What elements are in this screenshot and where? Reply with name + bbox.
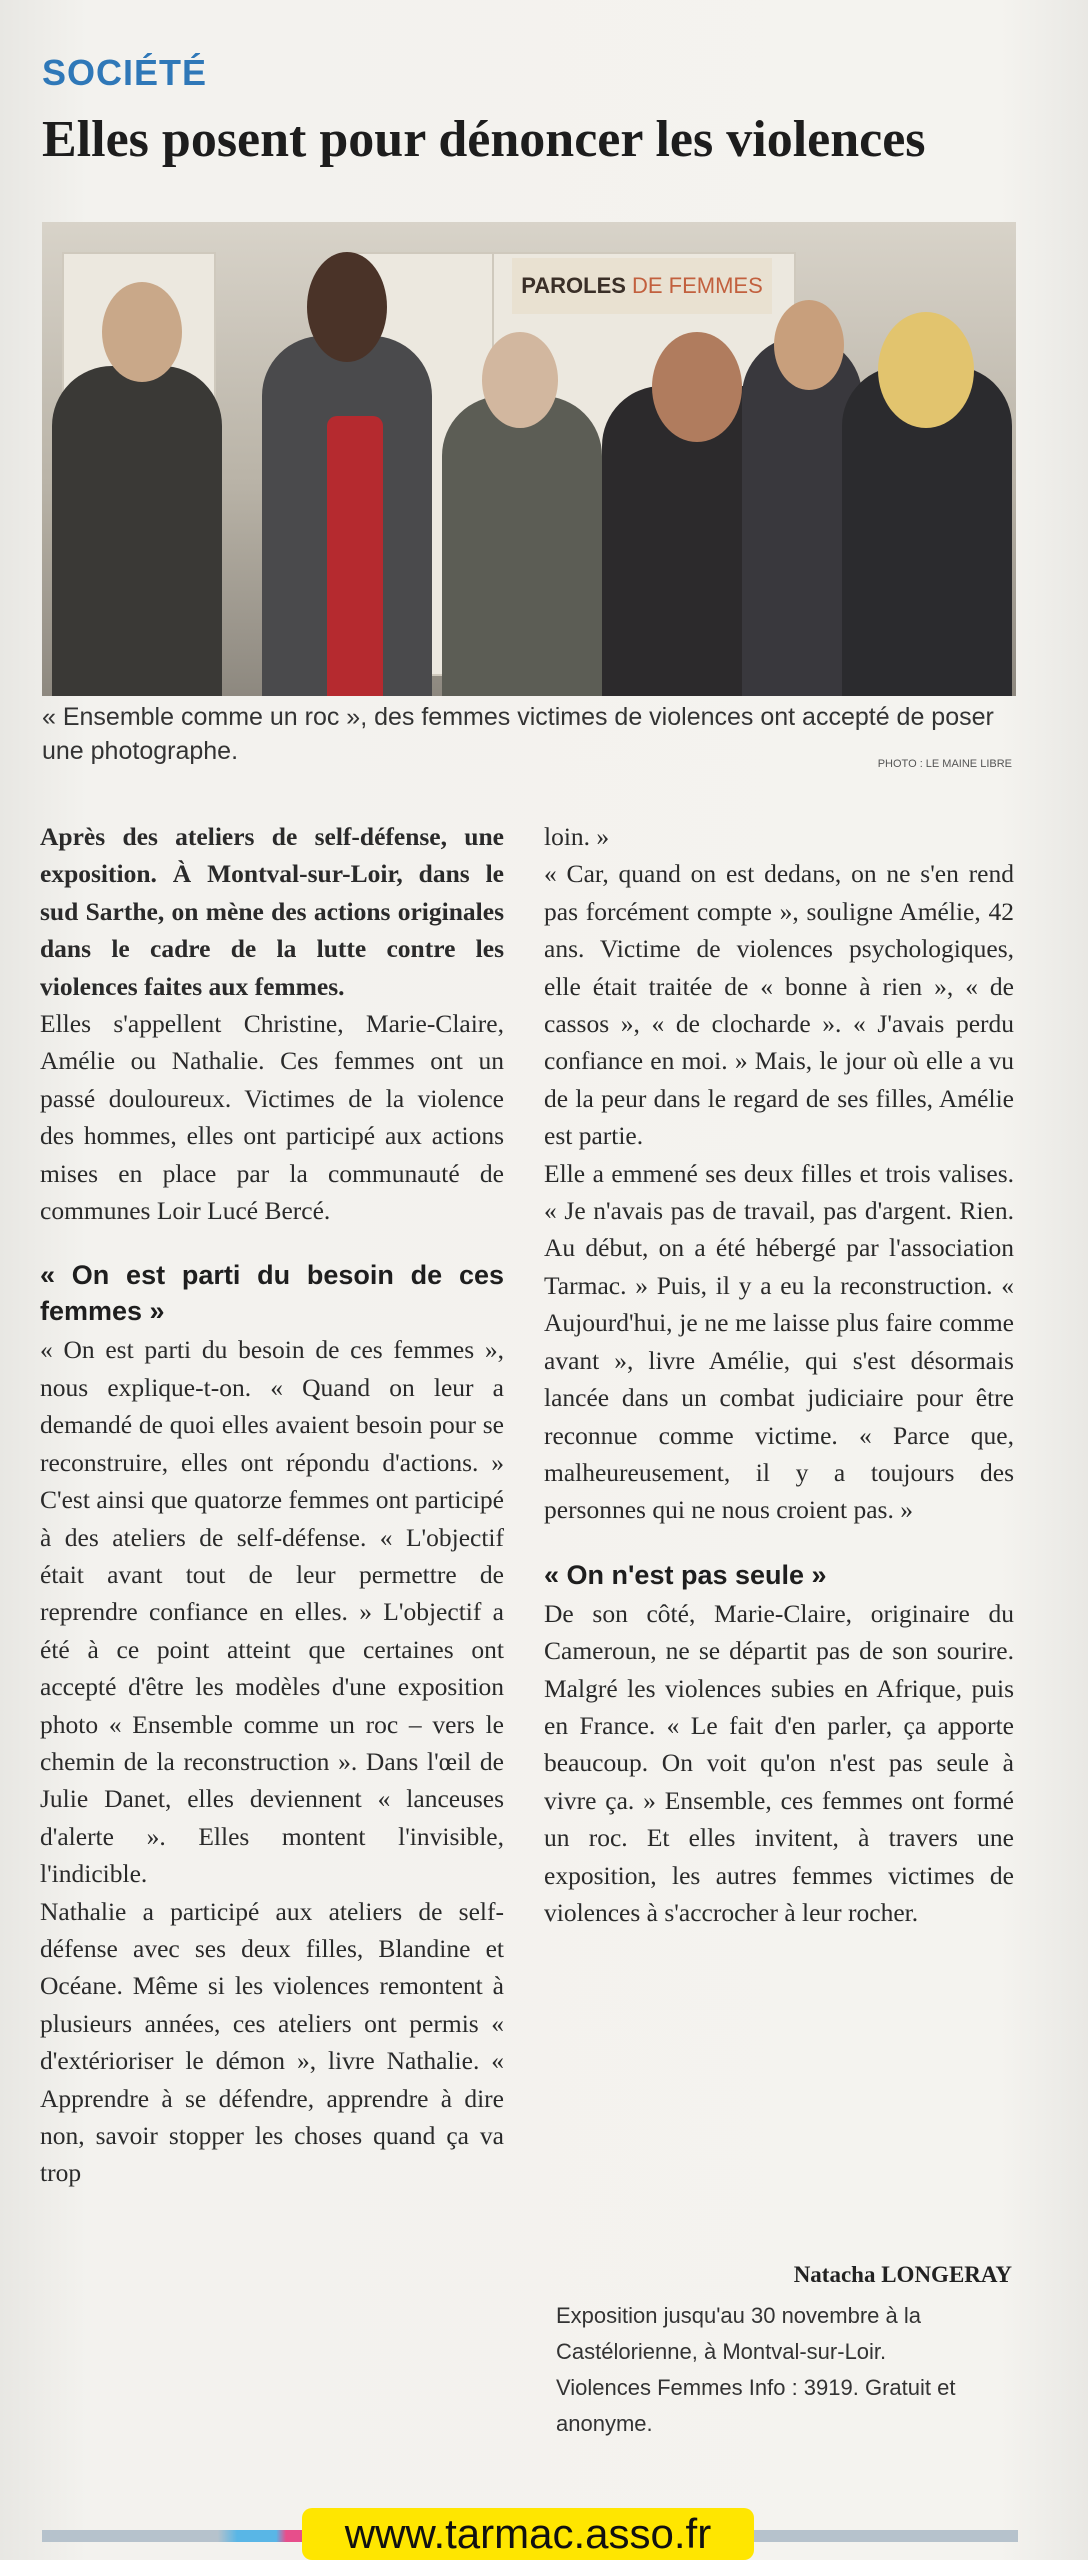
person-head	[482, 332, 558, 428]
person-head	[774, 300, 844, 390]
person-head	[307, 252, 387, 362]
article-column-2	[544, 818, 1014, 1931]
exhibition-sign-accent: DE FEMMES	[631, 273, 763, 298]
article-paragraph: Nathalie a participé aux ateliers de self-défense avec ses deux filles, Blandine et Océane. Même si les violences remontent à plusieurs années, ces ateliers ont permis « d'extérioriser le démon », livre Nathalie. « Apprendre à se défendre, apprendre à dire non, savoir stopper les choses quand ça va trop	[40, 1896, 504, 2188]
exhibition-info: Exposition jusqu'au 30 novembre à la Castélorienne, à Montval-sur-Loir.	[556, 2303, 921, 2364]
section-rubric: SOCIÉTÉ	[42, 52, 208, 93]
article-paragraph: De son côté, Marie-Claire, originaire du Cameroun, ne se départit pas de son sourire. Malgré les violences subies en Afrique, puis en France. « Le fait d'en parler, ça apporte beaucoup. On voit qu'on n'est pas seule à vivre ça. » Ensemble, ces femmes ont formé un roc. Et elles invitent, à travers une exposition, les autres femmes victimes de violences à s'accrocher à leur rocher.	[544, 1598, 1014, 1927]
subheading: « On n'est pas seule »	[544, 1559, 827, 1590]
article-headline: Elles posent pour dénoncer les violences	[42, 111, 926, 168]
article-paragraph: Elles s'appellent Christine, Marie-Claire, Amélie ou Nathalie. Ces femmes ont un passé douloureux. Victimes de la violence des hommes, elles ont participé aux actions mises en place par la communauté de communes Loir Lucé Bercé.	[40, 1009, 504, 1226]
person-red-top	[327, 416, 383, 696]
article-paragraph: « On est parti du besoin de ces femmes », nous explique-t-on. « Quand on leur a demandé de quoi elles avaient besoin pour se reconstruire, elles ont répondu d'actions. » C'est ainsi que quatorze femmes ont participé à des ateliers de self-défense. « L'objectif était avant tout de leur permettre de reprendre confiance en elles. » L'objectif a été à ce point atteint que certaines ont accepté d'être les modèles d'une exposition photo « Ensemble comme un roc – vers le chemin de la reconstruction ». Dans l'œil de Julie Danet, elles deviennent « lanceuses d'alerte ». Elles montent l'invisible, l'indicible.	[40, 1335, 504, 1889]
photo-caption: « Ensemble comme un roc », des femmes victimes de violences ont accepté de poser une photographe.	[42, 703, 994, 765]
article-paragraph: loin. »	[544, 822, 610, 851]
article-lead: Après des ateliers de self-défense, une exposition. À Montval-sur-Loir, dans le sud Sarthe, on mène des actions originales dans le cadre de la lutte contre les violences faites aux femmes.	[40, 822, 504, 1001]
subheading: « On est parti du besoin de ces femmes »	[40, 1260, 504, 1327]
person-silhouette	[442, 396, 602, 696]
person-silhouette	[52, 366, 222, 696]
exhibition-sign	[512, 258, 772, 314]
info-box	[556, 2298, 1026, 2442]
article-photo	[42, 222, 1016, 696]
exhibition-sign-main: PAROLES	[521, 273, 626, 298]
person-head	[102, 282, 182, 382]
photo-credit: PHOTO : LE MAINE LIBRE	[877, 758, 1012, 770]
article-paragraph: « Car, quand on est dedans, on ne s'en rend pas forcément compte », souligne Amélie, 42 ans. Victime de violences psychologiques, elle était traitée de « bonne à rien », « de cassos », « de clocharde ». « J'avais perdu confiance en moi. » Mais, le jour où elle a vu de la peur dans le regard de ses filles, Amélie est partie.	[544, 859, 1014, 1151]
author-byline: Natacha LONGERAY	[793, 2262, 1012, 2287]
article-paragraph: Elle a emmené ses deux filles et trois valises. « Je n'avais pas de travail, pas d'argent. Rien. Au début, on a été hébergé par l'association Tarmac. » Puis, il y a eu la reconstruction. « Aujourd'hui, je ne me laisse plus faire comme avant », livre Amélie, qui s'est désormais lancée dans un combat judiciaire pour être reconnue comme victime. « Parce que, malheureusement, il y a toujours des personnes qui ne nous croient pas. »	[544, 1158, 1014, 1525]
article-column-1	[40, 818, 504, 2192]
person-head	[878, 312, 974, 428]
person-head	[652, 332, 742, 442]
helpline-info: Violences Femmes Info : 3919. Gratuit et anonyme.	[556, 2375, 956, 2436]
website-link[interactable]: www.tarmac.asso.fr	[302, 2508, 754, 2560]
